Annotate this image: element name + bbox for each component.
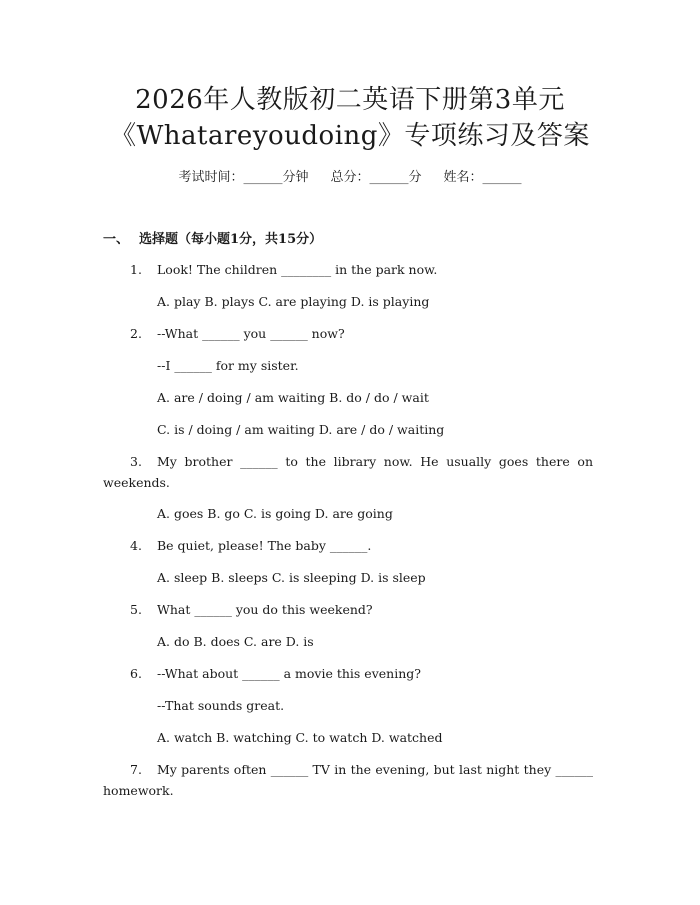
question-text: My brother ______ to the library now. He usually goes there on weekends.	[103, 454, 593, 490]
question-text: Be quiet, please! The baby ______.	[157, 538, 372, 553]
question-3	[103, 451, 593, 493]
question-number: 2.	[130, 326, 142, 341]
question-5-options: A. do B. does C. are D. is	[157, 634, 314, 649]
question-3-options: A. goes B. go C. is going D. are going	[157, 506, 393, 521]
question-text: What ______ you do this weekend?	[157, 602, 373, 617]
question-6	[130, 665, 421, 683]
question-2	[130, 325, 345, 343]
question-1	[130, 261, 437, 279]
question-text: My parents often ______ TV in the evening, but last night they ______ homework.	[103, 762, 593, 798]
question-2-dialogue-line: --I ______ for my sister.	[157, 358, 299, 373]
document-title-line-2: 《Whatareyoudoing》专项练习及答案	[110, 121, 590, 151]
question-2-options-continued: C. is / doing / am waiting D. are / do / waiting	[157, 422, 445, 437]
question-text: --What ______ you ______ now?	[157, 326, 345, 341]
document-title-line-1: 2026年人教版初二英语下册第3单元	[135, 85, 565, 115]
question-6-dialogue-line: --That sounds great.	[157, 698, 285, 713]
exam-time-field: 考试时间：______分钟	[178, 170, 309, 185]
section-title: 选择题（每小题1分，共15分）	[139, 232, 323, 247]
student-name-field: 姓名：______	[443, 170, 522, 185]
question-text: --What about ______ a movie this evening?	[157, 666, 421, 681]
question-7	[103, 759, 593, 801]
exam-meta	[0, 169, 700, 187]
question-6-options: A. watch B. watching C. to watch D. watched	[157, 730, 443, 745]
section-number: 一、	[103, 232, 130, 247]
question-number: 4.	[130, 538, 142, 553]
question-number: 1.	[130, 262, 142, 277]
section-heading	[103, 231, 322, 249]
question-number: 3.	[130, 454, 142, 469]
question-5	[130, 601, 373, 619]
question-2-options: A. are / doing / am waiting B. do / do / wait	[157, 390, 429, 405]
question-text: Look! The children ________ in the park now.	[157, 262, 438, 277]
question-number: 7.	[130, 762, 142, 777]
question-4-options: A. sleep B. sleeps C. is sleeping D. is sleep	[157, 570, 426, 585]
question-number: 5.	[130, 602, 142, 617]
question-number: 6.	[130, 666, 142, 681]
total-score-field: 总分：______分	[330, 170, 422, 185]
question-4	[130, 537, 371, 555]
question-1-options: A. play B. plays C. are playing D. is playing	[157, 294, 430, 309]
